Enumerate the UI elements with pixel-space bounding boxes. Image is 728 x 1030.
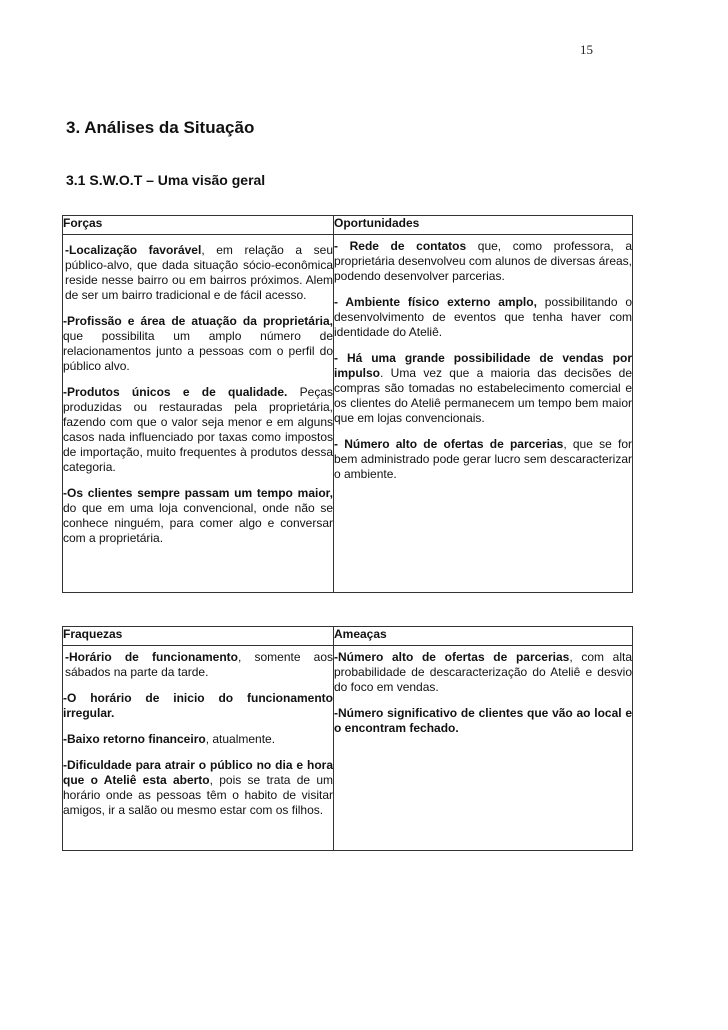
threat-item: -Número alto de ofertas de parcerias, com alta probabilidade de descaracterização do Ateliê e desvio do foco em vendas.	[334, 650, 633, 694]
weakness-item: -O horário de inicio do funcionamento irregular.	[63, 691, 333, 720]
opportunities-header: Oportunidades	[334, 216, 633, 235]
swot-table-weaknesses-threats	[62, 626, 633, 851]
strength-item: -Profissão e área de atuação da proprietária, que possibilita um amplo número de relacionamentos junto a pessoas com o perfil do público alvo.	[63, 314, 333, 373]
swot-table-strengths-opportunities	[62, 215, 633, 593]
opportunity-item: - Ambiente físico externo amplo, possibilitando o desenvolvimento de eventos que tenha haver com identidade do Ateliê.	[334, 295, 632, 339]
threats-cell	[334, 646, 633, 851]
threats-header: Ameaças	[334, 627, 633, 646]
opportunity-item: - Número alto de ofertas de parcerias, que se for bem administrado pode gerar lucro sem descaracterizar o ambiente.	[334, 437, 632, 481]
weakness-item: -Baixo retorno financeiro, atualmente.	[63, 732, 276, 746]
strengths-cell	[63, 235, 334, 593]
threat-item: -Número significativo de clientes que vão ao local e o encontram fechado.	[334, 706, 632, 735]
weakness-item: -Dificuldade para atrair o público no dia e hora que o Ateliê esta aberto, pois se trata de um horário onde as pessoas têm o habito de visitar amigos, ir a salão ou mesmo estar com os filhos.	[63, 758, 333, 817]
weaknesses-header: Fraquezas	[63, 627, 334, 646]
opportunity-item: - Rede de contatos que, como professora, a proprietária desenvolveu com alunos de diversas áreas, podendo desenvolver parcerias.	[334, 239, 632, 283]
opportunities-cell	[334, 235, 633, 593]
subsection-title: 3.1 S.W.O.T – Uma visão geral	[66, 172, 266, 188]
strength-item: -Localização favorável, em relação a seu público-alvo, que dada situação sócio-econômica reside nesse bairro ou em bairros próximos. Alem de ser um bairro tradicional e de fácil acesso.	[65, 243, 334, 302]
opportunity-item: - Há uma grande possibilidade de vendas por impulso. Uma vez que a maioria das decisões de compras são tomadas no estabelecimento comercial e os clientes do Ateliê permanecem um tempo bem maior que em lojas convencionais.	[334, 351, 632, 425]
section-title: 3. Análises da Situação	[66, 118, 255, 137]
strength-item: -Os clientes sempre passam um tempo maior, do que em uma loja convencional, onde não se conhece ninguém, para comer algo e conversar com a proprietária.	[63, 486, 333, 545]
weaknesses-cell	[63, 646, 334, 851]
weakness-item: -Horário de funcionamento, somente aos sábados na parte da tarde.	[65, 650, 333, 679]
strengths-header: Forças	[63, 216, 334, 235]
page-number: 15	[580, 42, 593, 57]
strength-item: -Produtos únicos e de qualidade. Peças produzidas ou restauradas pela proprietária, fazendo com que o valor seja menor e em alguns casos nada influenciado por taxas como impostos de importação, muito frequentes à produtos dessa categoria.	[63, 385, 333, 474]
